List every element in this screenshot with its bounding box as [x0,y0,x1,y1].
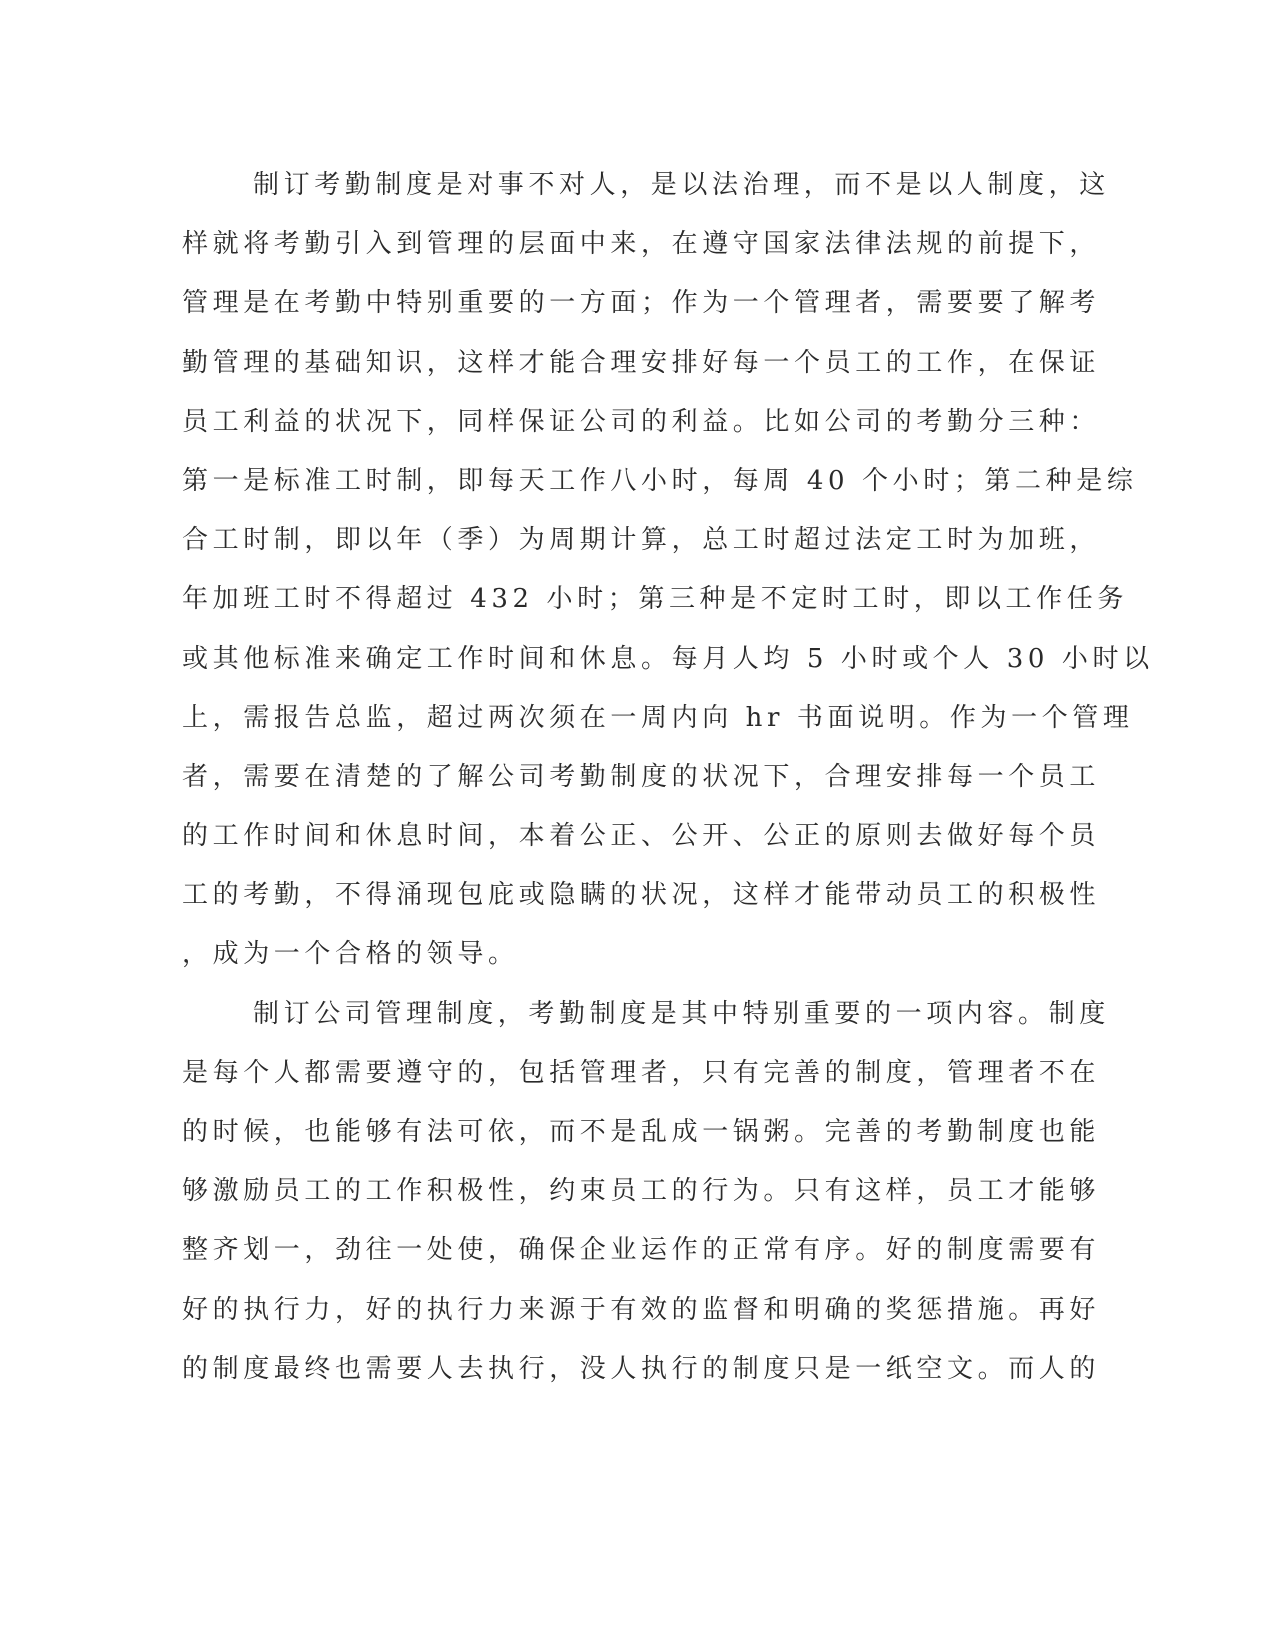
text-line: 的制度最终也需要人去执行，没人执行的制度只是一纸空文。而人的 [182,1353,1101,1384]
text-line: 勤管理的基础知识，这样才能合理安排好每一个员工的工作，在保证 [182,347,1101,378]
text-line: 工的考勤，不得涌现包庇或隐瞒的状况，这样才能带动员工的积极性 [182,880,1101,911]
text-line: 好的执行力，好的执行力来源于有效的监督和明确的奖惩措施。再好 [182,1294,1101,1325]
text-line: 样就将考勤引入到管理的层面中来，在遵守国家法律法规的前提下， [182,229,1101,260]
text-line: 的时候，也能够有法可依，而不是乱成一锅粥。完善的考勤制度也能 [182,1117,1101,1147]
text-line: 者，需要在清楚的了解公司考勤制度的状况下，合理安排每一个员工 [182,761,1101,792]
text-line: 够激励员工的工作积极性，约束员工的行为。只有这样，员工才能够 [182,1176,1101,1207]
text-line: 整齐划一，劲往一处使，确保企业运作的正常有序。好的制度需要有 [182,1235,1101,1266]
text-line: 是每个人都需要遵守的，包括管理者，只有完善的制度，管理者不在 [182,1057,1101,1088]
paragraph-2 [182,985,1110,1399]
text-line: 第一是标准工时制，即每天工作八小时，每周 40 个小时；第二种是综 [182,465,1138,496]
paragraph-1 [182,156,1154,985]
text-line: 上，需报告总监，超过两次须在一周内向 hr 书面说明。作为一个管理 [182,702,1134,733]
text-line: 或其他标准来确定工作时间和休息。每月人均 5 小时或个人 30 小时以 [182,643,1154,674]
text-line: 制订公司管理制度，考勤制度是其中特别重要的一项内容。制度 [253,998,1110,1029]
text-line: 制订考勤制度是对事不对人，是以法治理，而不是以人制度，这 [253,170,1110,200]
document-body [182,156,1154,1399]
text-line: 合工时制，即以年（季）为周期计算，总工时超过法定工时为加班， [182,525,1101,556]
text-line: 年加班工时不得超过 432 小时；第三种是不定时工时，即以工作任务 [182,584,1128,615]
text-line: 管理是在考勤中特别重要的一方面；作为一个管理者，需要要了解考 [182,288,1101,319]
text-line: 员工利益的状况下，同样保证公司的利益。比如公司的考勤分三种： [182,406,1101,437]
text-line: 的工作时间和休息时间，本着公正、公开、公正的原则去做好每个员 [182,821,1101,852]
text-line: ，成为一个合格的领导。 [182,939,519,970]
